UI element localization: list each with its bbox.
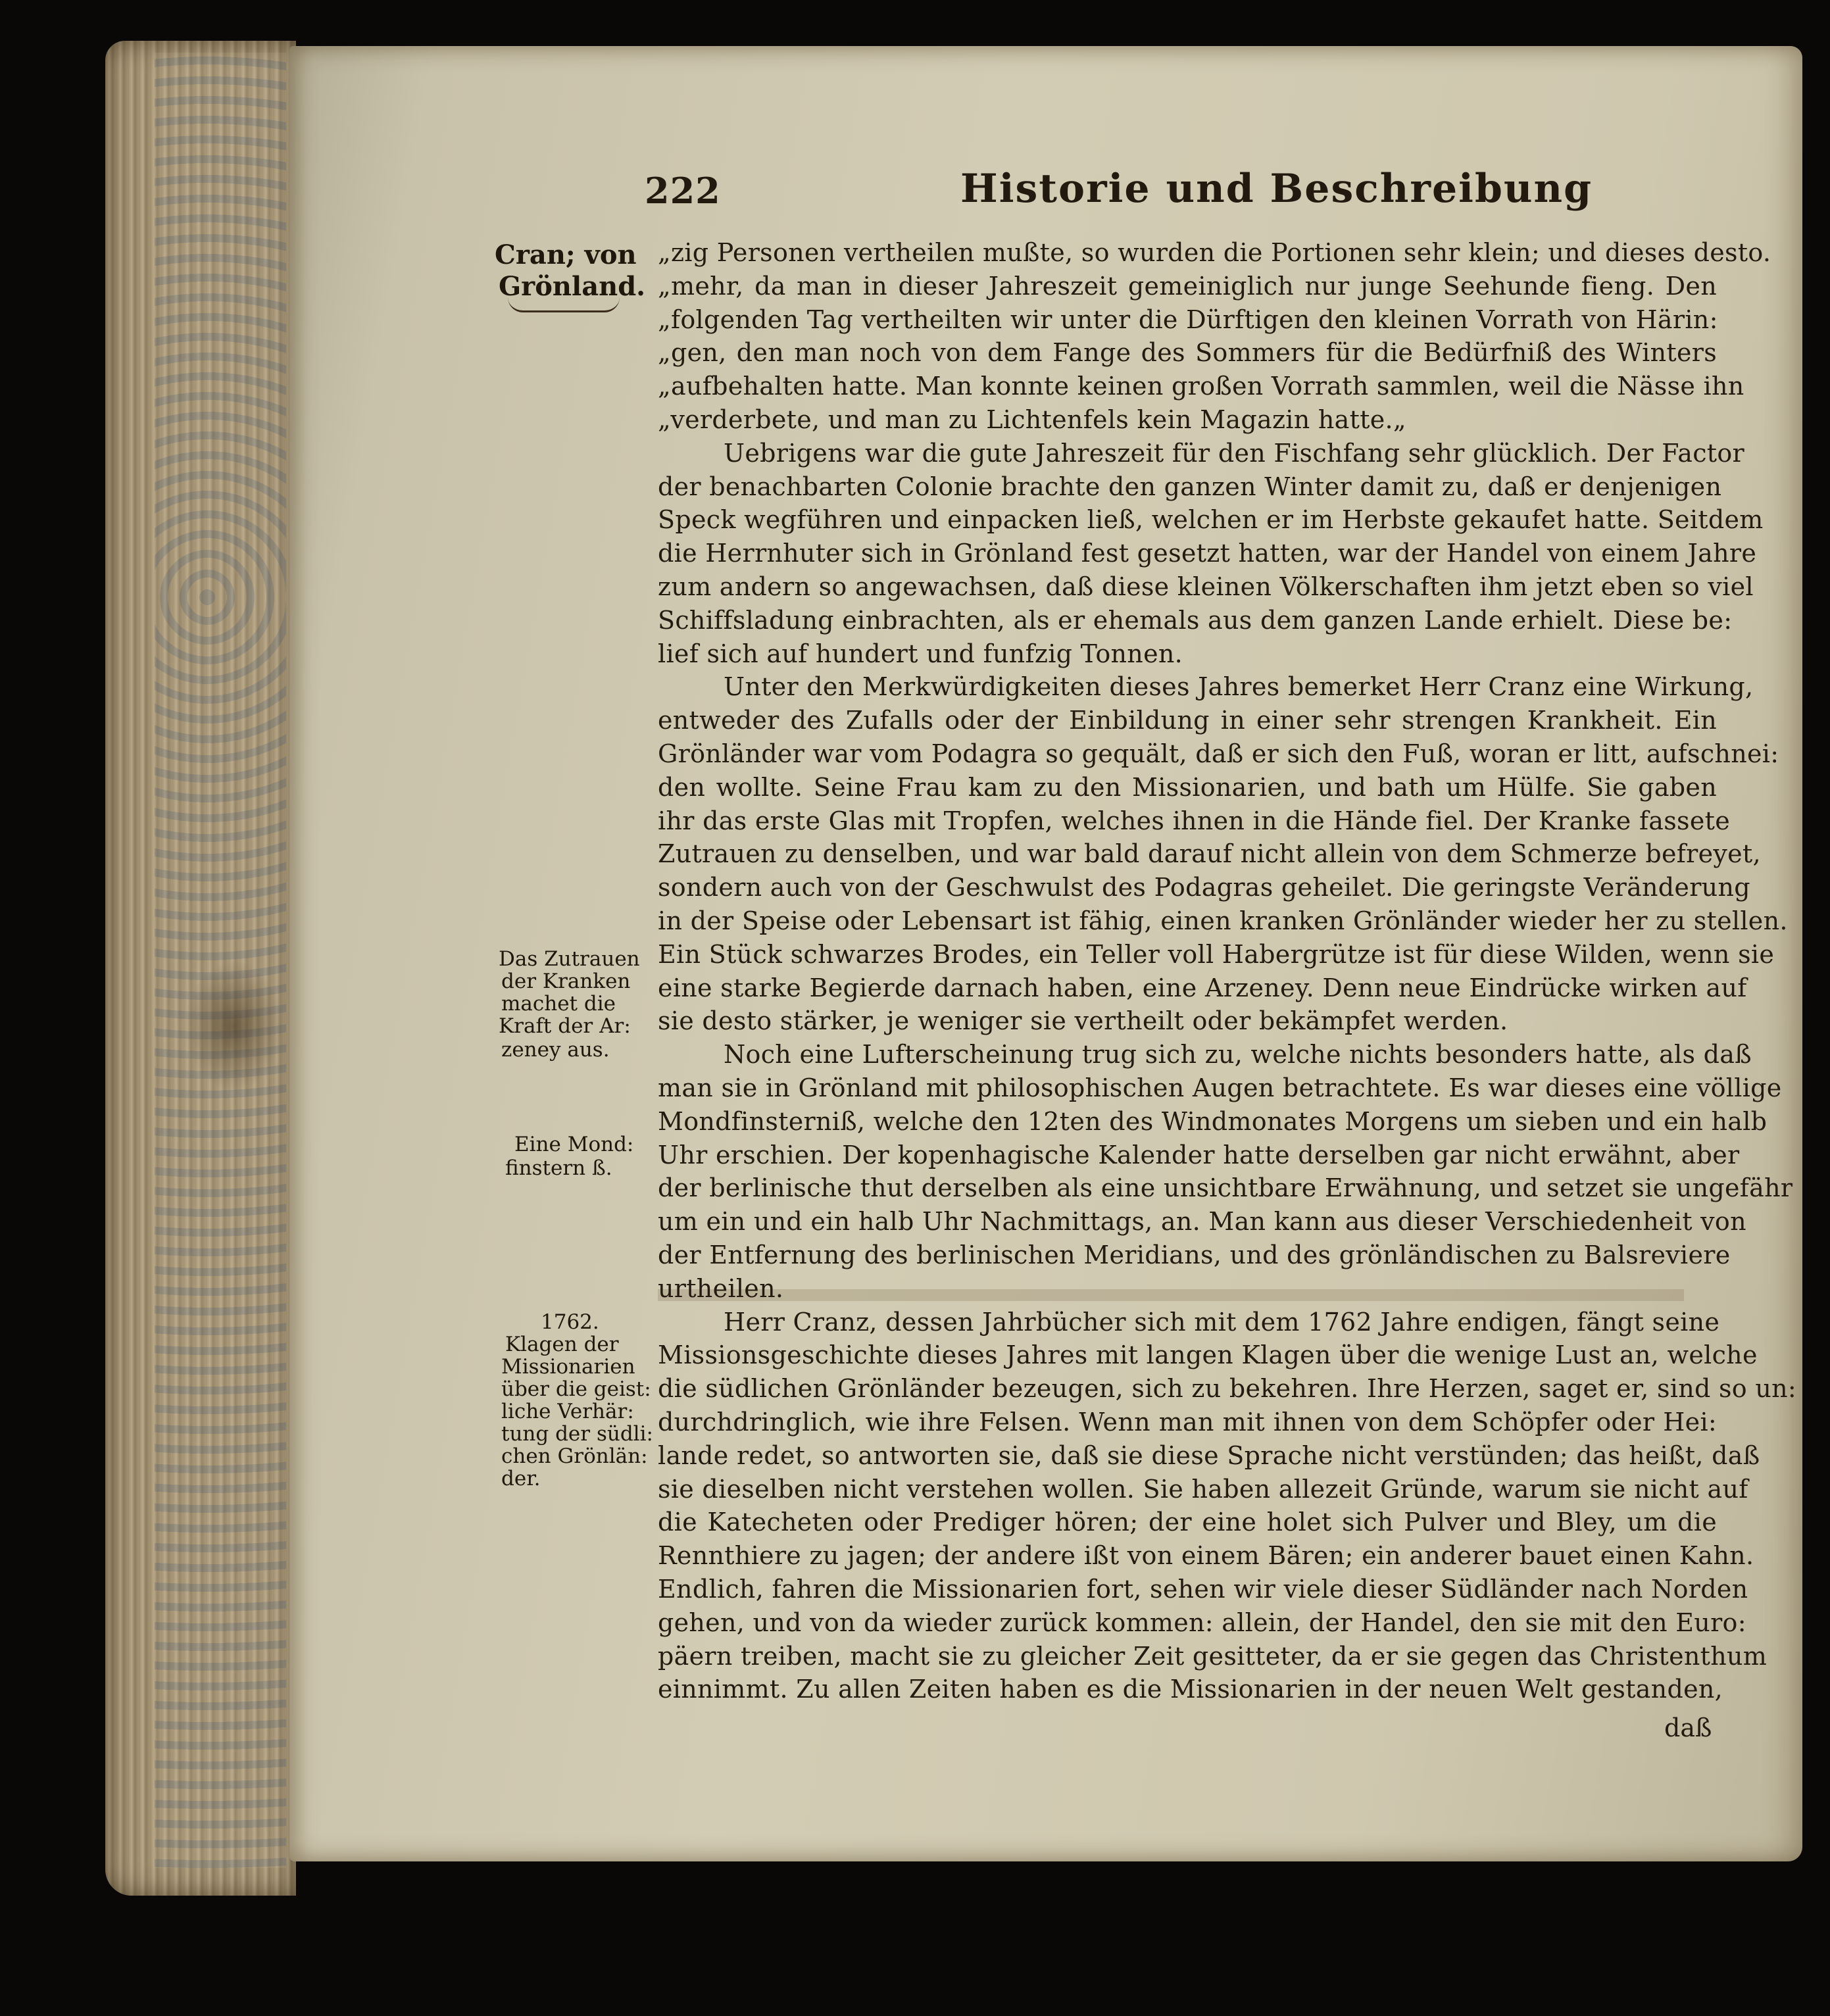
text-line: der benachbarten Colonie brachte den ganzen Winter damit zu, daß er denjenigen <box>658 472 1722 501</box>
margin-note: der. <box>501 1467 541 1490</box>
margin-note: der Kranken <box>501 970 631 993</box>
margin-note: finstern ß. <box>505 1156 612 1180</box>
text-line: Speck wegführen und einpacken ließ, welchen er im Herbste gekaufet hatte. Seitdem <box>658 505 1764 534</box>
margin-note: Eine Mond: <box>514 1133 634 1156</box>
text-line: sondern auch von der Geschwulst des Podagras geheilet. Die geringste Veränderung <box>658 873 1750 902</box>
text-line: Rennthiere zu jagen; der andere ißt von einem Bären; ein anderer bauet einen Kahn. <box>658 1541 1754 1570</box>
text-line: der Entfernung des berlinischen Meridians, und des grönländischen zu Balsreviere <box>658 1241 1731 1269</box>
text-line: die Katecheten oder Prediger hören; der eine holet sich Pulver und Bley, um die <box>658 1508 1717 1537</box>
text-line: Ein Stück schwarzes Brodes, ein Teller voll Habergrütze ist für diese Wilden, wenn sie <box>658 940 1775 969</box>
margin-note: tung der südli: <box>501 1422 653 1446</box>
text-line: lande redet, so antworten sie, daß sie diese Sprache nicht verstünden; das heißt, daß <box>658 1441 1760 1470</box>
catchword: daß <box>1664 1713 1712 1742</box>
text-line: den wollte. Seine Frau kam zu den Missionarien, und bath um Hülfe. Sie gaben <box>658 773 1717 802</box>
margin-note: Missionarien <box>501 1355 635 1379</box>
text-line: Unter den Merkwürdigkeiten dieses Jahres bemerket Herr Cranz eine Wirkung, <box>724 672 1754 701</box>
source-citation: Cran; von <box>495 239 637 270</box>
text-line: um ein und ein halb Uhr Nachmittags, an. Man kann aus dieser Verschiedenheit von <box>658 1207 1746 1236</box>
text-line: die Herrnhuter sich in Grönland fest gesetzt hatten, war der Handel von einem Jahre <box>658 539 1757 568</box>
text-line: eine starke Begierde darnach haben, eine Arzeney. Denn neue Eindrücke wirken auf <box>658 973 1747 1002</box>
margin-note: Klagen der <box>505 1333 619 1356</box>
text-line: Uebrigens war die gute Jahreszeit für den Fischfang sehr glücklich. Der Factor <box>724 439 1745 468</box>
text-line: Herr Cranz, dessen Jahrbücher sich mit dem 1762 Jahre endigen, fängt seine <box>724 1308 1720 1337</box>
text-line: Schiffsladung einbrachten, als er ehemals aus dem ganzen Lande erhielt. Diese be: <box>658 606 1733 635</box>
text-line: der berlinische thut derselben als eine unsichtbare Erwähnung, und setzet sie ungefähr <box>658 1173 1793 1202</box>
text-line: Noch eine Lufterscheinung trug sich zu, welche nichts besonders hatte, als daß <box>724 1040 1752 1069</box>
text-line: ihr das erste Glas mit Tropfen, welches ihnen in die Hände fiel. Der Kranke fassete <box>658 806 1731 835</box>
text-line: man sie in Grönland mit philosophischen Augen betrachtete. Es war dieses eine völlige <box>658 1073 1782 1102</box>
text-line: Zutrauen zu denselben, und war bald darauf nicht allein von dem Schmerze befreyet, <box>658 839 1761 868</box>
text-line: Uhr erschien. Der kopenhagische Kalender hatte derselben gar nicht erwähnt, aber <box>658 1141 1740 1169</box>
text-line: „mehr, da man in dieser Jahreszeit gemeiniglich nur junge Seehunde fieng. Den <box>658 272 1717 301</box>
text-line: „verderbete, und man zu Lichtenfels kein Magazin hatte.„ <box>658 405 1406 434</box>
text-line: einnimmt. Zu allen Zeiten haben es die Missionarien in der neuen Welt gestanden, <box>658 1675 1723 1704</box>
margin-note: Kraft der Ar: <box>499 1014 631 1038</box>
decorative-flourish <box>508 297 620 312</box>
margin-note: Das Zutrauen <box>499 947 640 971</box>
marbled-edge <box>155 53 286 1868</box>
margin-note: 1762. <box>541 1310 599 1334</box>
text-line: die südlichen Grönländer bezeugen, sich zu bekehren. Ihre Herzen, saget er, sind so un: <box>658 1374 1796 1403</box>
text-line: „gen, den man noch von dem Fange des Sommers für die Bedürfniß des Winters <box>658 338 1717 367</box>
text-line: zum andern so angewachsen, daß diese kleinen Völkerschaften ihm jetzt eben so viel <box>658 572 1754 601</box>
text-line: in der Speise oder Lebensart ist fähig, einen kranken Grönländer wieder her zu stellen. <box>658 906 1788 935</box>
text-line: sie dieselben nicht verstehen wollen. Sie haben allezeit Gründe, warum sie nicht auf <box>658 1475 1748 1504</box>
text-line: gehen, und von da wieder zurück kommen: allein, der Handel, den sie mit den Euro: <box>658 1608 1746 1637</box>
margin-note: über die geist: <box>501 1377 651 1401</box>
text-line: entweder des Zufalls oder der Einbildung in einer sehr strengen Krankheit. Ein <box>658 706 1717 735</box>
text-line: Mondfinsterniß, welche den 12ten des Windmonates Morgens um sieben und ein halb <box>658 1107 1768 1136</box>
text-line: „folgenden Tag vertheilten wir unter die Dürftigen den kleinen Vorrath von Härin: <box>658 305 1718 334</box>
text-line: Grönländer war vom Podagra so gequält, daß er sich den Fuß, woran er litt, aufschnei: <box>658 739 1779 768</box>
text-line: durchdringlich, wie ihre Felsen. Wenn man mit ihnen von dem Schöpfer oder Hei: <box>658 1408 1717 1437</box>
text-line: urtheilen. <box>658 1274 784 1303</box>
text-line: Missionsgeschichte dieses Jahres mit langen Klagen über die wenige Lust an, welche <box>658 1340 1758 1369</box>
water-stain <box>184 960 283 1092</box>
source-citation: Grönland. <box>499 271 646 302</box>
margin-note: liche Verhär: <box>501 1400 634 1423</box>
margin-note: zeney aus. <box>501 1038 610 1062</box>
running-head: Historie und Beschreibung <box>960 166 1593 212</box>
page-number: 222 <box>645 170 721 212</box>
text-line: Endlich, fahren die Missionarien fort, sehen wir viele dieser Südländer nach Norden <box>658 1575 1748 1604</box>
margin-note: machet die <box>501 992 616 1016</box>
text-line: päern treiben, macht sie zu gleicher Zeit gesitteter, da er sie gegen das Christenthum <box>658 1642 1768 1671</box>
text-line: sie desto stärker, je weniger sie vertheilt oder bekämpfet werden. <box>658 1006 1508 1035</box>
text-line: „zig Personen vertheilen mußte, so wurden die Portionen sehr klein; und dieses desto. <box>658 238 1771 267</box>
margin-note: chen Grönlän: <box>501 1444 648 1468</box>
text-line: „aufbehalten hatte. Man konnte keinen großen Vorrath sammlen, weil die Nässe ihn <box>658 372 1744 401</box>
text-line: lief sich auf hundert und funfzig Tonnen. <box>658 639 1183 668</box>
